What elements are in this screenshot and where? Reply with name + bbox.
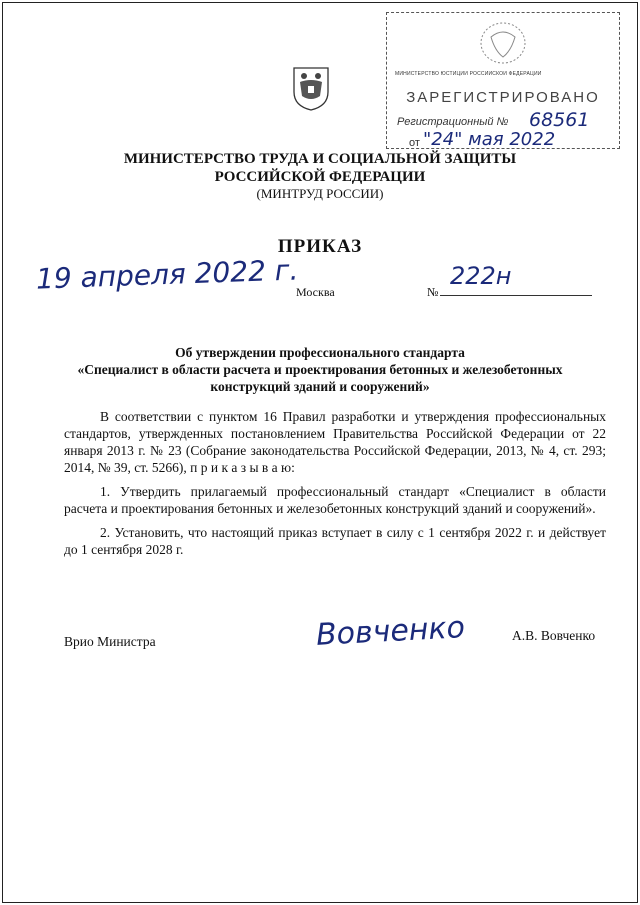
order-body — [64, 408, 606, 558]
stamp-date-prefix: от — [409, 137, 420, 149]
body-paragraph-item2: 2. Установить, что настоящий приказ вступает в силу с 1 сентября 2022 г. и действует до 1 сентября 2028 г. — [64, 525, 606, 557]
body-paragraph-preamble: В соответствии с пунктом 16 Правил разработки и утверждения профессиональных стандартов, утвержденных постановлением Правительства Российской Федерации от 22 января 2013 г. № 23 (Собрание законодательства Российской Федерации, 2013, № 4, ст. 293; 2014, № 39, ст. 5266), п р и к а з ы в а ю: — [64, 409, 606, 475]
ministry-title — [100, 150, 540, 186]
number-label: № — [427, 285, 439, 299]
document-type: ПРИКАЗ — [277, 236, 363, 257]
stamp-ministry: МИНИСТЕРСТВО ЮСТИЦИИ РОССИЙСКОЙ ФЕДЕРАЦИИ — [395, 71, 542, 77]
ministry-title-line2: РОССИЙСКОЙ ФЕДЕРАЦИИ — [214, 169, 426, 185]
stamp-reg-number-label: Регистрационный № — [397, 116, 509, 128]
handwritten-number: 222н — [450, 262, 512, 290]
ministry-short-name: (МИНТРУД РОССИИ) — [256, 186, 384, 201]
signer-role: Врио Министра — [64, 634, 156, 649]
stamp-reg-number: 68561 — [529, 109, 590, 131]
subject-line2: «Специалист в области расчета и проектирования бетонных и железобетонных — [77, 362, 563, 377]
stamp-date: "24" мая 2022 — [423, 129, 556, 150]
order-subject — [60, 344, 580, 395]
body-paragraph-item1: 1. Утвердить прилагаемый профессиональный стандарт «Специалист в области расчета и проектирования бетонных и железобетонных конструкций зданий и сооружений». — [64, 484, 606, 516]
signer-name: А.В. Вовченко — [512, 628, 596, 643]
coat-of-arms-icon — [290, 62, 332, 112]
stamp-registered-label: ЗАРЕГИСТРИРОВАНО — [406, 89, 600, 106]
handwritten-signature: Вовченко — [315, 610, 466, 653]
ministry-title-line1: МИНИСТЕРСТВО ТРУДА И СОЦИАЛЬНОЙ ЗАЩИТЫ — [123, 151, 517, 167]
subject-line1: Об утверждении профессионального стандарта — [175, 345, 465, 360]
city: Москва — [296, 285, 335, 299]
handwritten-date: 19 апреля 2022 г. — [35, 253, 299, 296]
number-underline — [440, 295, 592, 296]
registration-stamp — [386, 12, 620, 149]
stamp-emblem-icon — [473, 19, 533, 67]
subject-line3: конструкций зданий и сооружений» — [210, 379, 430, 394]
